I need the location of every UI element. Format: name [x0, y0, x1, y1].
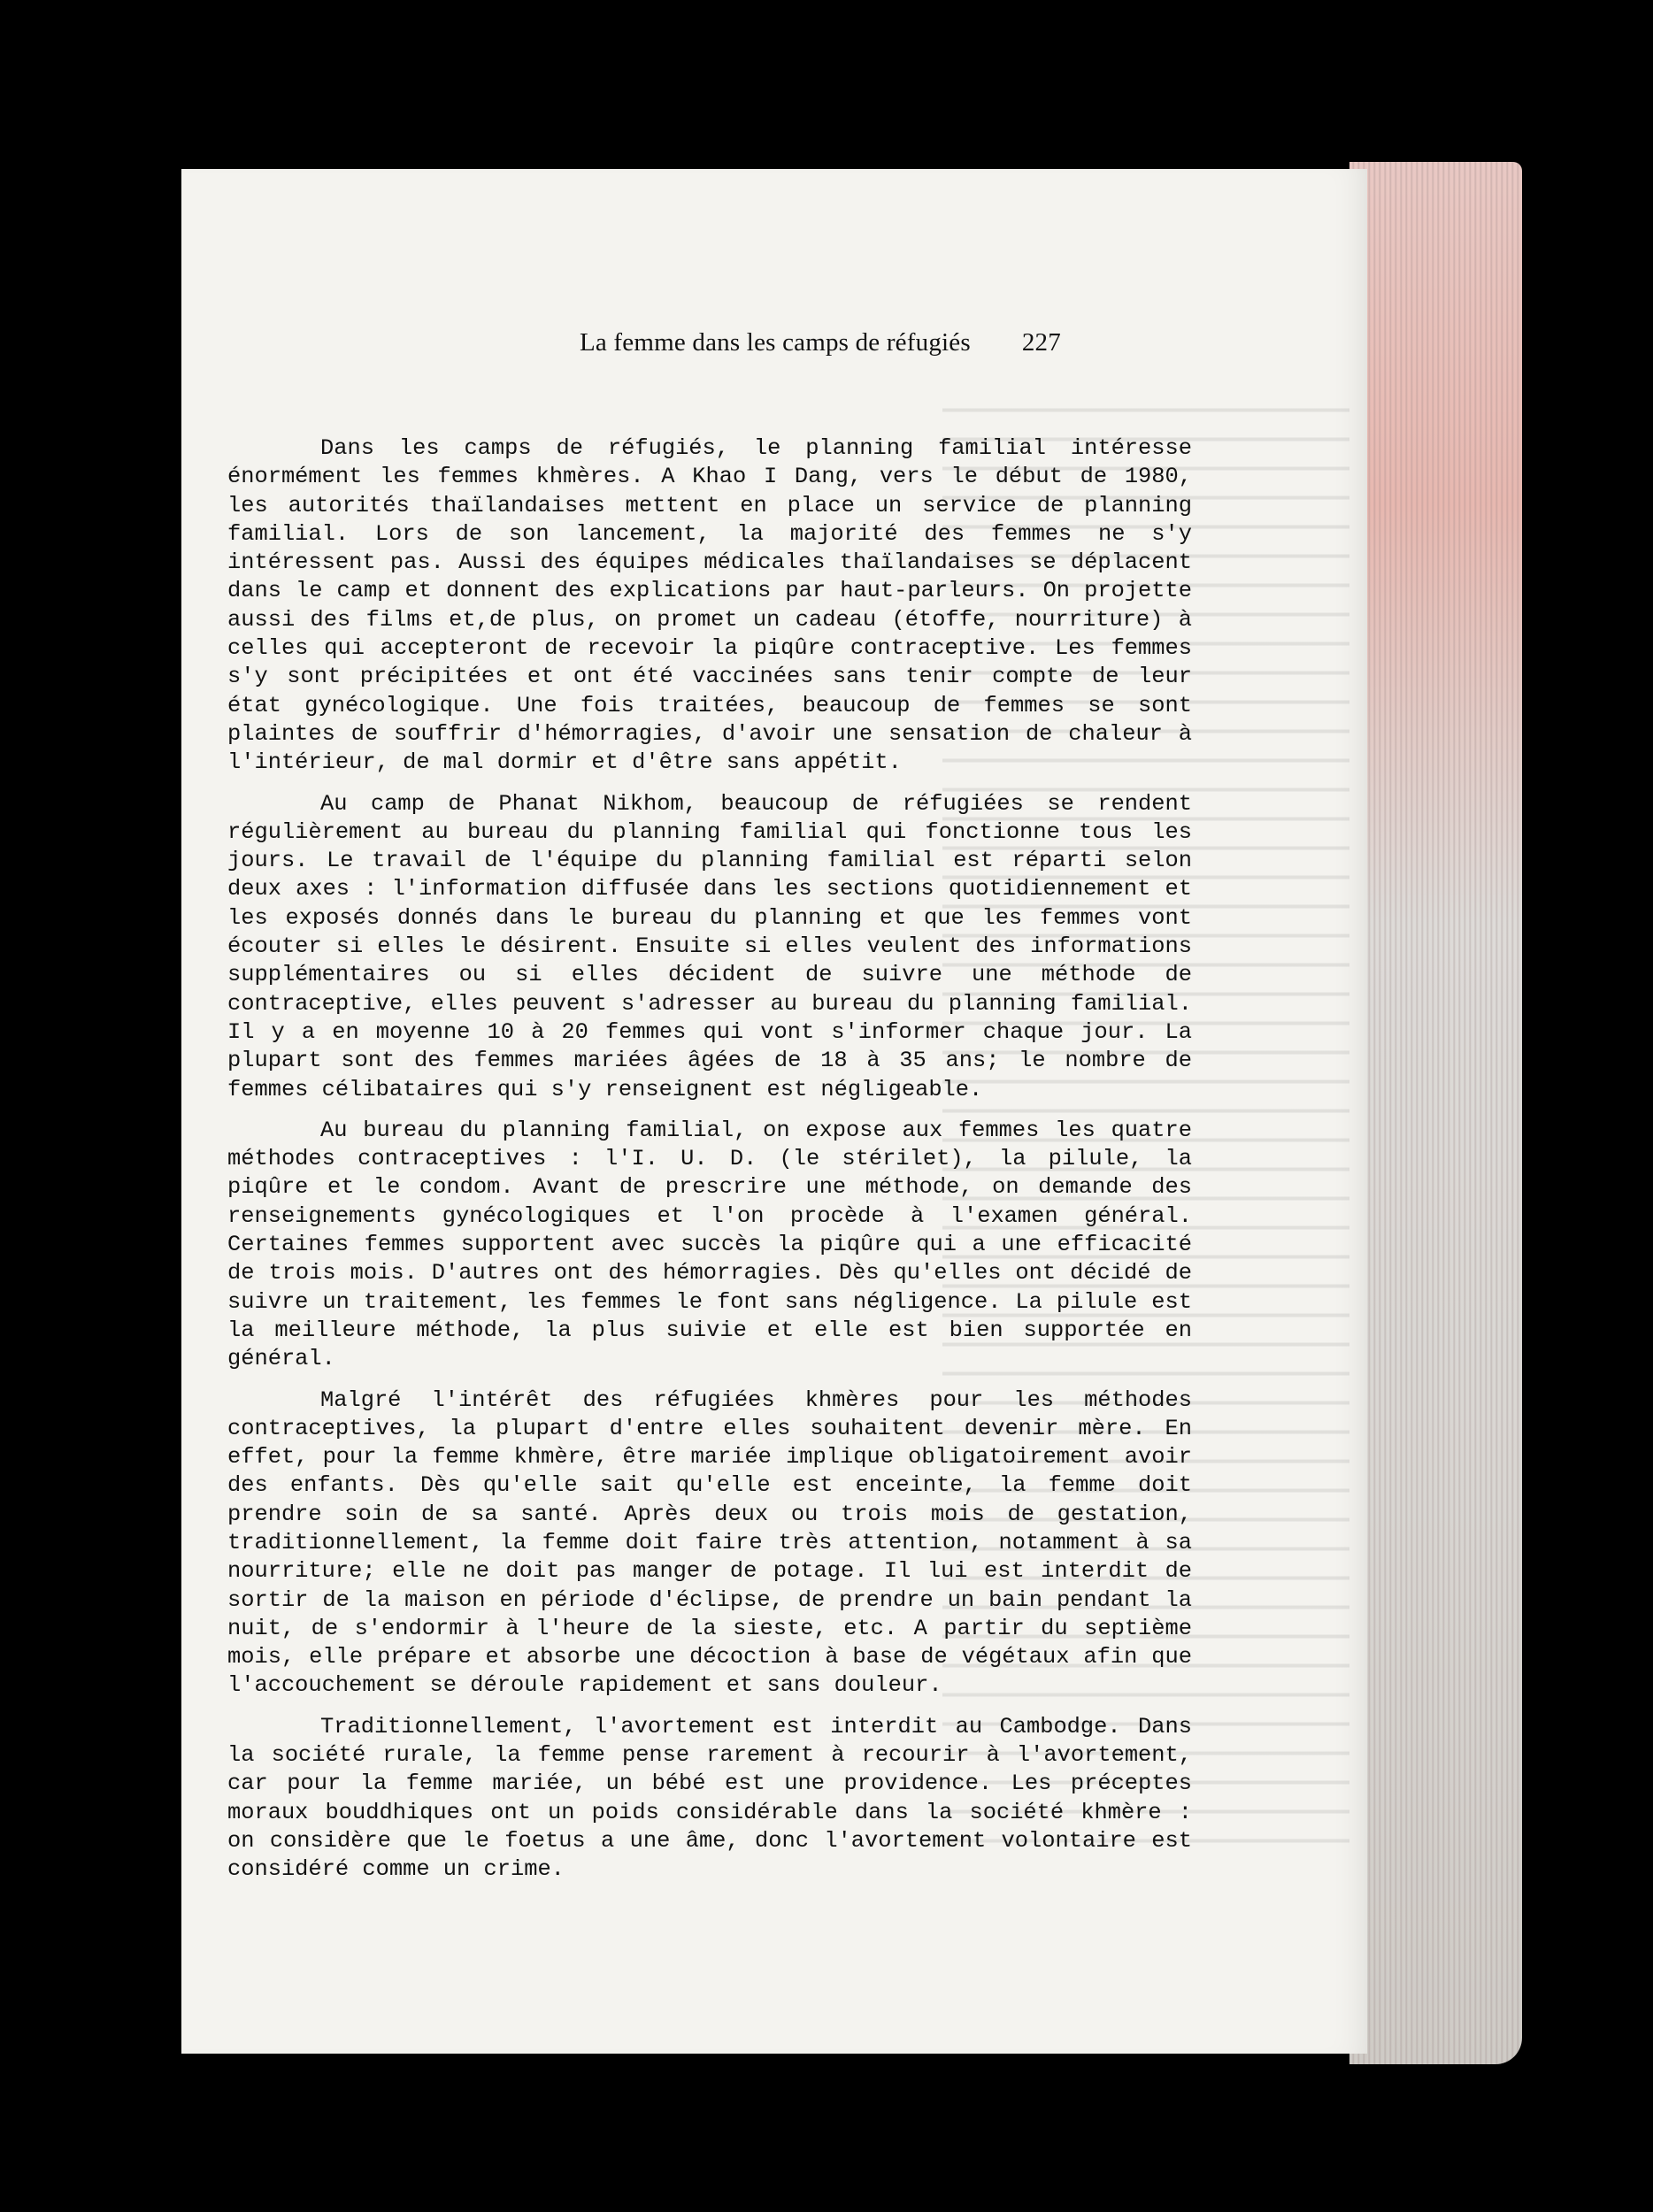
running-header: [580, 328, 1367, 357]
body-text: [227, 434, 1192, 1897]
paragraph: Malgré l'intérêt des réfugiées khmères pour les méthodes contraceptives, la plupart d'entre elles souhaitent devenir mère. En effet, pour la femme khmère, être mariée implique obligatoirement avoir des enfants. Dès qu'elle sait qu'elle est enceinte, la femme doit prendre soin de sa santé. Après deux ou trois mois de gestation, traditionnellement, la femme doit faire très attention, notamment à sa nourriture; elle ne doit pas manger de potage. Il lui est interdit de sortir de la maison en période d'éclipse, de prendre un bain pendant la nuit, de s'endormir à l'heure de la sieste, etc. A partir du septième mois, elle prépare et absorbe une décoction à base de végétaux afin que l'accouchement se déroule rapidement et sans douleur.: [227, 1386, 1192, 1699]
book-page: [181, 169, 1367, 2054]
book: [181, 162, 1518, 2064]
paragraph: Au bureau du planning familial, on expose aux femmes les quatre méthodes contraceptives : l'I. U. D. (le stérilet), la pilule, la piqûre et le condom. Avant de prescrire une méthode, on demande des renseignements gynécologiques et l'on procède à l'examen général. Certaines femmes supportent avec succès la piqûre qui a une efficacité de trois mois. D'autres ont des hémorragies. Dès qu'elles ont décidé de suivre un traitement, les femmes le font sans négligence. La pilule est la meilleure méthode, la plus suivie et elle est bien supportée en général.: [227, 1117, 1192, 1372]
paragraph: Dans les camps de réfugiés, le planning familial intéresse énormément les femmes khmères. A Khao I Dang, vers le début de 1980, les autorités thaïlandaises mettent en place un service de planning familial. Lors de son lancement, la majorité des femmes ne s'y intéressent pas. Aussi des équipes médicales thaïlandaises se déplacent dans le camp et donnent des explications par haut-parleurs. On projette aussi des films et,de plus, on promet un cadeau (étoffe, nourriture) à celles qui accepteront de recevoir la piqûre contraceptive. Les femmes s'y sont précipitées et ont été vaccinées sans tenir compte de leur état gynécologique. Une fois traitées, beaucoup de femmes se sont plaintes de souffrir d'hémorragies, d'avoir une sensation de chaleur à l'intérieur, de mal dormir et d'être sans appétit.: [227, 435, 1192, 776]
running-title: La femme dans les camps de réfugiés: [580, 328, 971, 357]
paragraph: Au camp de Phanat Nikhom, beaucoup de réfugiées se rendent régulièrement au bureau du planning familial qui fonctionne tous les jours. Le travail de l'équipe du planning familial est réparti selon deux axes : l'information diffusée dans les sections quotidiennement et les exposés donnés dans le bureau du planning et que les femmes vont écouter si elles le désirent. Ensuite si elles veulent des informations supplémentaires ou si elles décident de suivre une méthode de contraceptive, elles peuvent s'adresser au bureau du planning familial. Il y a en moyenne 10 à 20 femmes qui vont s'informer chaque jour. La plupart sont des femmes mariées âgées de 18 à 35 ans; le nombre de femmes célibataires qui s'y renseignent est négligeable.: [227, 790, 1192, 1102]
page-edges: [1349, 162, 1522, 2064]
page-number: 227: [1021, 328, 1061, 357]
paragraph: Traditionnellement, l'avortement est interdit au Cambodge. Dans la société rurale, la femme pense rarement à recourir à l'avortement, car pour la femme mariée, un bébé est une providence. Les préceptes moraux bouddhiques ont un poids considérable dans la société khmère : on considère que le foetus a une âme, donc l'avortement volontaire est considéré comme un crime.: [227, 1713, 1192, 1883]
